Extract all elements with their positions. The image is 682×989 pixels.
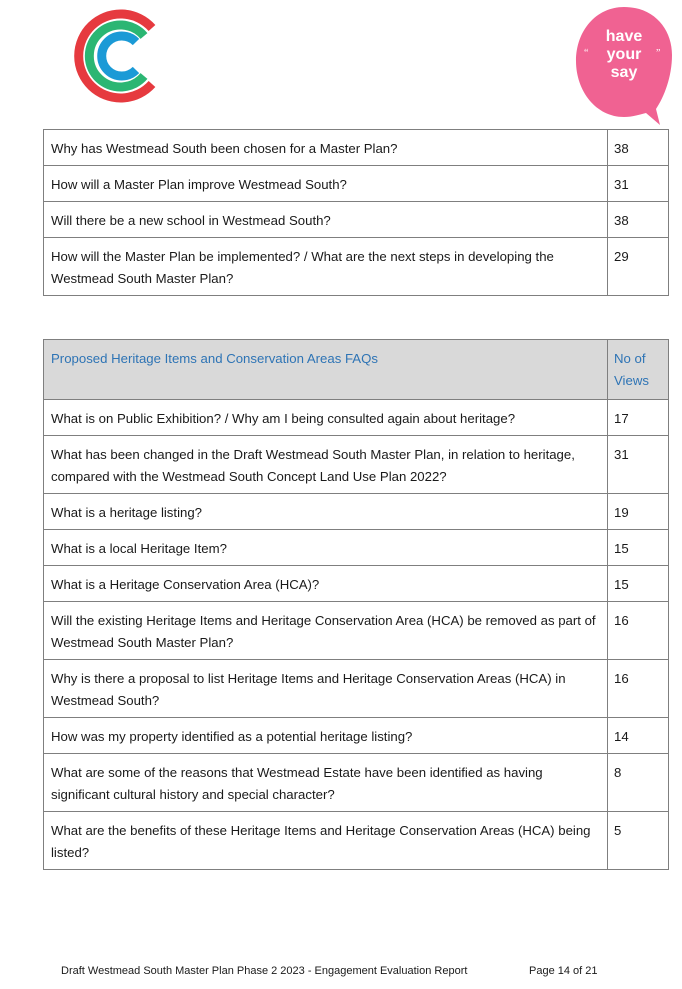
question-cell: Why is there a proposal to list Heritage Items and Heritage Conservation Areas (HCA) in Westmead South? [44, 660, 608, 718]
have-your-say-speech-bubble-icon [574, 5, 674, 129]
views-cell: 38 [608, 130, 669, 166]
question-cell: What are the benefits of these Heritage Items and Heritage Conservation Areas (HCA) being listed? [44, 812, 608, 870]
footer-page-number: Page 14 of 21 [529, 965, 598, 977]
views-cell: 31 [608, 436, 669, 494]
views-cell: 5 [608, 812, 669, 870]
table-row [44, 238, 669, 296]
table-row [44, 166, 669, 202]
views-cell: 19 [608, 494, 669, 530]
svg-text:“: “ [584, 48, 589, 59]
table-row [44, 494, 669, 530]
table-row [44, 566, 669, 602]
question-cell: Why has Westmead South been chosen for a Master Plan? [44, 130, 608, 166]
logo-text-say: say [610, 64, 638, 81]
table-row [44, 400, 669, 436]
table-row [44, 436, 669, 494]
faq-views-table-heritage [43, 339, 669, 870]
question-cell: Will the existing Heritage Items and Heritage Conservation Area (HCA) be removed as part of Westmead South Master Plan? [44, 602, 608, 660]
question-cell: What has been changed in the Draft Westmead South Master Plan, in relation to heritage, compared with the Westmead South Concept Land Use Plan 2022? [44, 436, 608, 494]
table-row [44, 130, 669, 166]
faq-views-table-general [43, 129, 669, 296]
table-row [44, 202, 669, 238]
question-cell: What are some of the reasons that Westmead Estate have been identified as having significant cultural history and special character? [44, 754, 608, 812]
table-header-title: Proposed Heritage Items and Conservation Areas FAQs [44, 340, 608, 400]
table-header-views: No of Views [608, 340, 669, 400]
footer-report-title: Draft Westmead South Master Plan Phase 2 2023 - Engagement Evaluation Report [61, 965, 468, 977]
table-row [44, 530, 669, 566]
page-footer [61, 965, 598, 977]
table-row [44, 812, 669, 870]
question-cell: What is a heritage listing? [44, 494, 608, 530]
views-cell: 16 [608, 660, 669, 718]
question-cell: What is a local Heritage Item? [44, 530, 608, 566]
views-cell: 29 [608, 238, 669, 296]
table-row [44, 754, 669, 812]
logo-text-have: have [605, 28, 643, 45]
council-c-logo-icon [66, 6, 158, 106]
views-cell: 16 [608, 602, 669, 660]
logo-text-your: your [606, 46, 642, 63]
views-cell: 14 [608, 718, 669, 754]
views-cell: 17 [608, 400, 669, 436]
table-row [44, 660, 669, 718]
question-cell: How will a Master Plan improve Westmead South? [44, 166, 608, 202]
question-cell: How was my property identified as a potential heritage listing? [44, 718, 608, 754]
table-row [44, 718, 669, 754]
views-cell: 8 [608, 754, 669, 812]
views-cell: 15 [608, 530, 669, 566]
svg-text:”: ” [656, 48, 661, 59]
table-header-row [44, 340, 669, 400]
views-cell: 15 [608, 566, 669, 602]
views-cell: 38 [608, 202, 669, 238]
views-cell: 31 [608, 166, 669, 202]
question-cell: How will the Master Plan be implemented? / What are the next steps in developing the Westmead South Master Plan? [44, 238, 608, 296]
question-cell: Will there be a new school in Westmead South? [44, 202, 608, 238]
table-row [44, 602, 669, 660]
question-cell: What is a Heritage Conservation Area (HCA)? [44, 566, 608, 602]
question-cell: What is on Public Exhibition? / Why am I being consulted again about heritage? [44, 400, 608, 436]
